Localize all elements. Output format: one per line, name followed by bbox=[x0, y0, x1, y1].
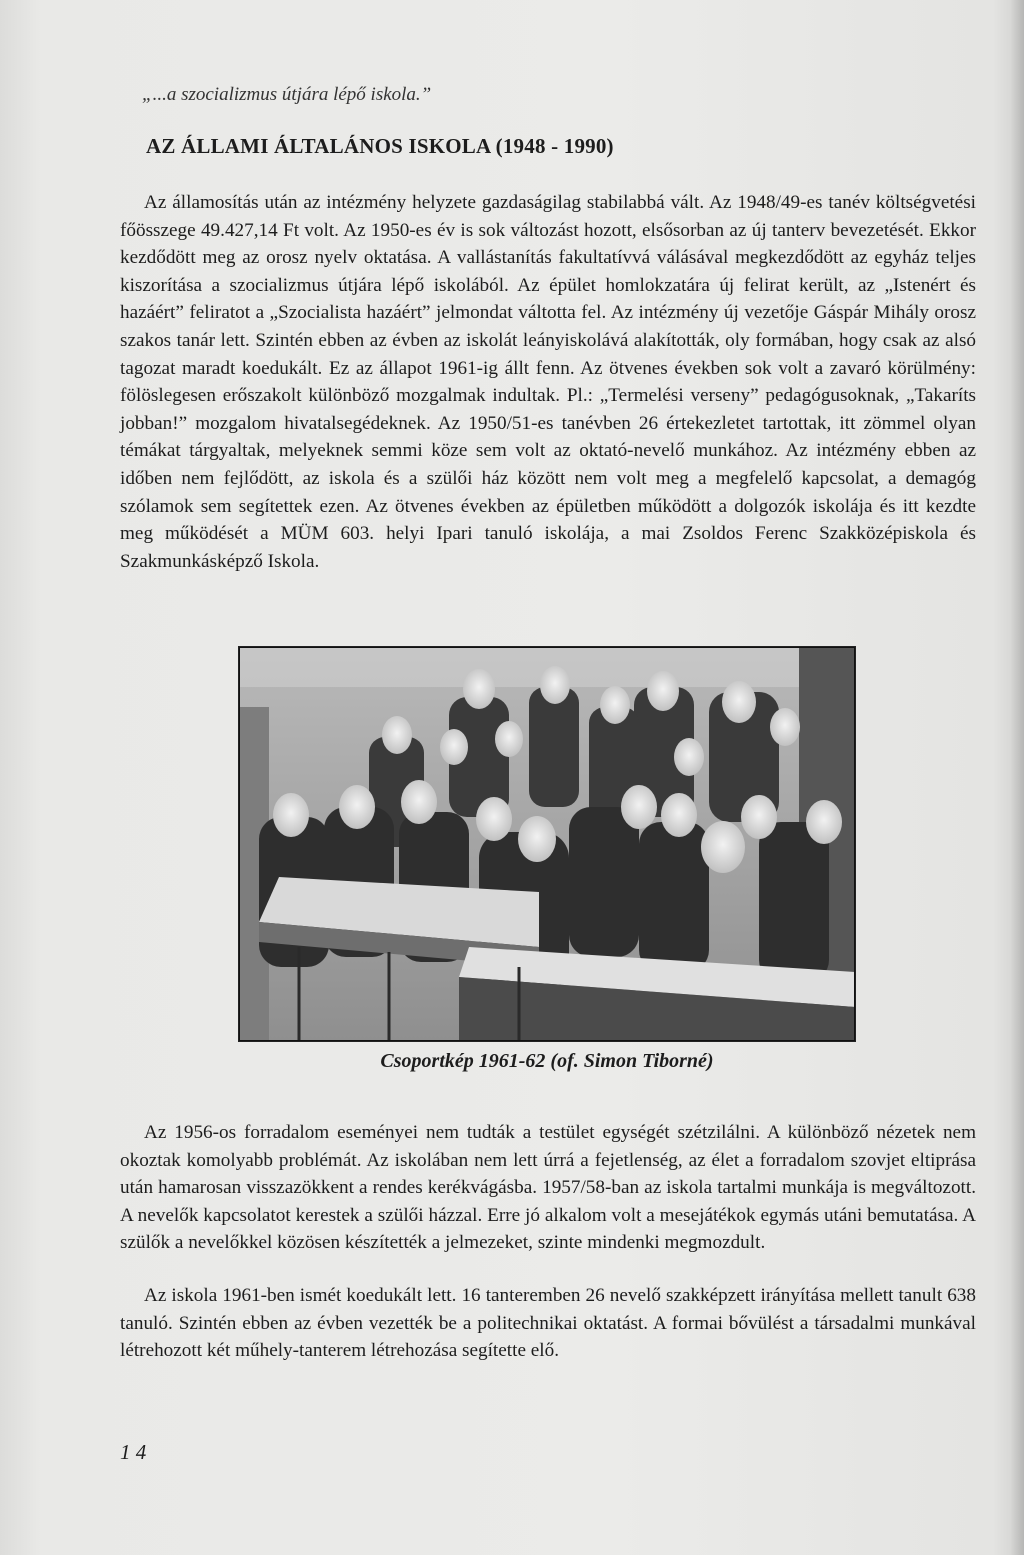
paragraph-1: Az államosítás után az intézmény helyzete gazdaságilag stabilabbá vált. Az 1948/49-es tanév költségvetési főösszege 49.427,14 Ft volt. Az 1950-es év is sok változást hozott, elsősorban az új tanterv bevezetését. Ekkor kezdődött meg az orosz nyelv oktatása. A vallástanítás fakultatívvá válásával megkezdődött az egyház teljes kiszorítása a szocializmus útjára lépő iskolából. Az épület homlokzatára új felirat került, az „Istenért és hazáért” feliratot a „Szocialista hazáért” jelmondat váltotta fel. Az intézmény új vezetője Gáspár Mihály orosz szakos tanár lett. Szintén ebben az évben az iskolát leányiskolává alakították, oly formában, hogy csak az alsó tagozat maradt koedukált. Ez az állapot 1961-ig állt fenn. Az ötvenes években sok volt a zavaró körülmény: fölöslegesen erőszakolt különböző mozgalmak indultak. Pl.: „Termelési verseny” pedagógusoknak, „Takaríts jobban!” mozgalom hivatalsegédeknek. Az 1950/51-es tanévben 26 értekezletet tartottak, itt zömmel olyan témákat tárgyaltak, melyeknek semmi köze sem volt az oktató-nevelő munkához. Az intézmény ebben az időben nem fejlődött, az iskola és a szülői ház között nem volt meg a megfelelő kapcsolat, a demagóg szólamok sem segítettek ezen. Az ötvenes években az épületben működött a dolgozók iskolája és itt kezdte meg működését a MÜM 603. helyi Ipari tanuló iskolája, a mai Zsoldos Ferenc Szakközépiskola és Szakmunkásképző Iskola. bbox=[120, 192, 976, 572]
page-edge-shadow bbox=[1010, 0, 1024, 1555]
group-photo bbox=[238, 646, 856, 1042]
paragraph-2: Az 1956-os forradalom eseményei nem tudták a testület egységét szétzilálni. A különböző nézetek nem okoztak komolyabb problémát. Az iskolában nem lett úrrá a fejetlenség, az élet a forradalom szovjet eltiprása után hamarosan visszazökkent a rendes kerékvágásba. 1957/58-ban az iskola tartalmi munkája is megváltozott. A nevelők kapcsolatot kerestek a szülői házzal. Erre jó alkalom volt a mesejátékok egymás utáni bemutatása. A szülők a nevelőkkel közösen készítették a jelmezeket, szinte mindenki megmozdult. bbox=[120, 1122, 976, 1254]
running-header: „...a szocializmus útjára lépő iskola.” bbox=[142, 84, 432, 105]
photo-caption: Csoportkép 1961-62 (of. Simon Tiborné) bbox=[380, 1050, 714, 1072]
page-number: 1 4 bbox=[120, 1440, 147, 1464]
chapter-title: AZ ÁLLAMI ÁLTALÁNOS ISKOLA (1948 - 1990) bbox=[146, 134, 614, 158]
paragraph-3: Az iskola 1961-ben ismét koedukált lett. 16 tanteremben 26 nevelő szakképzett irányítása mellett tanult 638 tanuló. Szintén ebben az évben vezették be a politechnikai oktatást. A formai bővülést a társadalmi munkával létrehozott két műhely-tanterem létrehozása segítette elő. bbox=[120, 1285, 976, 1362]
